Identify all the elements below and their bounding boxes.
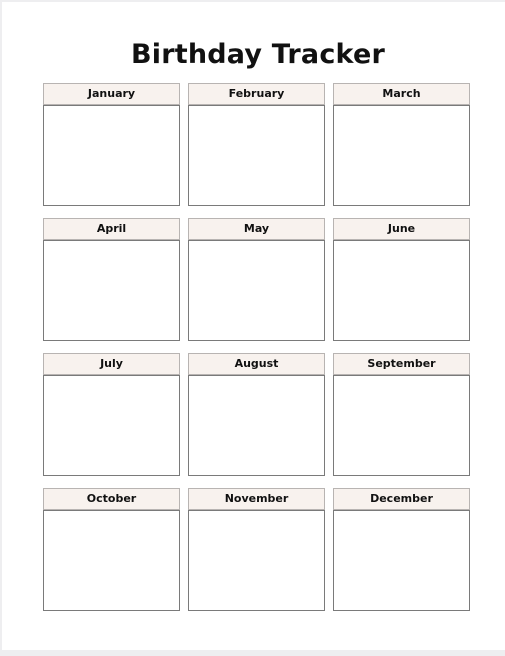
page-title: Birthday Tracker bbox=[130, 39, 386, 70]
month-card-august bbox=[188, 353, 325, 476]
month-label: November bbox=[188, 488, 325, 510]
month-label: April bbox=[43, 218, 180, 240]
month-label: March bbox=[333, 83, 470, 105]
month-card-november bbox=[188, 488, 325, 611]
birthday-entry-box[interactable] bbox=[43, 240, 180, 341]
month-card-march bbox=[333, 83, 470, 206]
month-card-october bbox=[43, 488, 180, 611]
month-label: August bbox=[188, 353, 325, 375]
month-card-july bbox=[43, 353, 180, 476]
month-card-may bbox=[188, 218, 325, 341]
tracker-page bbox=[2, 2, 505, 650]
month-label: February bbox=[188, 83, 325, 105]
birthday-entry-box[interactable] bbox=[333, 105, 470, 206]
birthday-entry-box[interactable] bbox=[43, 375, 180, 476]
month-card-february bbox=[188, 83, 325, 206]
birthday-entry-box[interactable] bbox=[333, 375, 470, 476]
birthday-entry-box[interactable] bbox=[188, 105, 325, 206]
month-label: December bbox=[333, 488, 470, 510]
month-label: June bbox=[333, 218, 470, 240]
birthday-entry-box[interactable] bbox=[188, 375, 325, 476]
month-label: September bbox=[333, 353, 470, 375]
birthday-entry-box[interactable] bbox=[43, 510, 180, 611]
birthday-entry-box[interactable] bbox=[188, 510, 325, 611]
month-card-december bbox=[333, 488, 470, 611]
month-card-september bbox=[333, 353, 470, 476]
birthday-entry-box[interactable] bbox=[333, 510, 470, 611]
month-label: May bbox=[188, 218, 325, 240]
month-card-june bbox=[333, 218, 470, 341]
month-label: October bbox=[43, 488, 180, 510]
month-label: July bbox=[43, 353, 180, 375]
birthday-entry-box[interactable] bbox=[188, 240, 325, 341]
month-label: January bbox=[43, 83, 180, 105]
month-card-january bbox=[43, 83, 180, 206]
month-grid bbox=[43, 83, 471, 611]
birthday-entry-box[interactable] bbox=[333, 240, 470, 341]
birthday-entry-box[interactable] bbox=[43, 105, 180, 206]
month-card-april bbox=[43, 218, 180, 341]
